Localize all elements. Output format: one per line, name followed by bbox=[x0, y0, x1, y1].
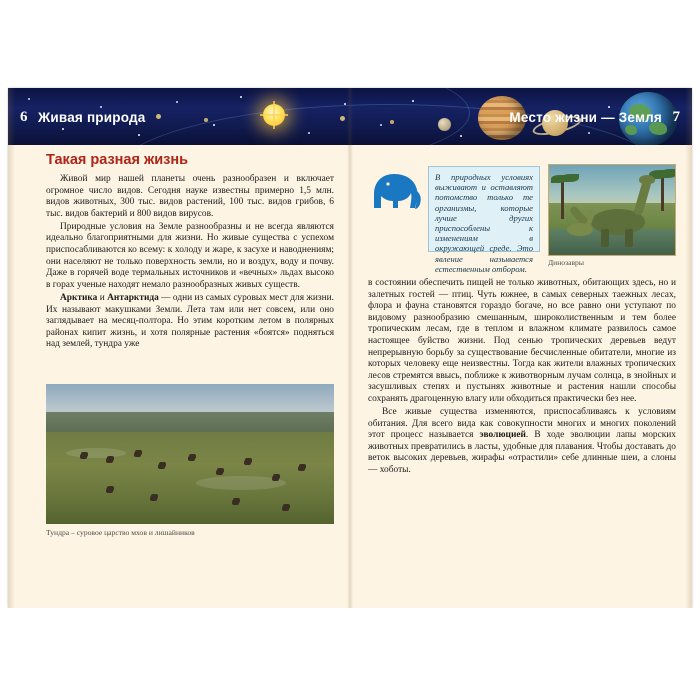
photo-tundra-field bbox=[46, 432, 334, 524]
reindeer-figure bbox=[244, 460, 251, 465]
paragraph-end: . В ходе эволюции лапы морских животных превратились в ласты, удобные для плавания. Чтобы доставать до веток высоких деревьев, жирафы «отрастили» себе длинные шеи, а слоны — хоботы. bbox=[368, 430, 676, 475]
page-top-margin bbox=[0, 0, 700, 88]
reindeer-figure bbox=[80, 454, 87, 459]
dinosaur-leg bbox=[625, 229, 633, 247]
reindeer-figure bbox=[232, 500, 239, 505]
reindeer-figure bbox=[150, 496, 157, 501]
reindeer-figure bbox=[106, 488, 113, 493]
paragraph: Природные условия на Земле разнообразны и не всегда являются идеально благоприятными для жизни. Но живые существа с успехом приспосабливаются ко всему: к холоду и жаре, к засухе и наводнениям; они населяют не только поверхность земли, но и воздух, воду и почву. Даже в горячей воде термальных источников и «вечных» льдах высоко в горах ученые находят немало разнообразных живых существ. bbox=[46, 221, 334, 290]
page-edge-left bbox=[8, 88, 15, 608]
planet-dot-icon bbox=[390, 120, 394, 124]
palm-leaf bbox=[561, 174, 579, 182]
palm-leaf bbox=[661, 169, 676, 178]
left-column-text bbox=[46, 174, 334, 352]
page-number-right: 7 bbox=[672, 109, 680, 125]
dinosaur-photo-caption: Динозавры bbox=[548, 258, 584, 267]
dinosaur-photo bbox=[548, 164, 676, 256]
running-head-right: Место жизни — Земля bbox=[509, 110, 662, 125]
book-spread bbox=[8, 88, 692, 608]
reindeer-figure bbox=[134, 452, 141, 457]
paragraph: в состоянии обеспечить пищей не только животных, обитающих здесь, но и залетных гостей — птиц. Чуть южнее, в самых северных таежных лесах, флора и фауна становятся гораздо богаче, но все равно они уступают по видовому разнообразию смешанным, широколиственным и тем более тропическим лесам, где в теплом и влажном климате развилось самое настоящее буйство жизни. Под сенью тропических деревьев ведут непрерывную борьбу за существование бесчисленные обитатели, многие из которых человеку еще неизвестны. Тогда как жители влажных тропических лесов стремятся ввысь, поближе к животворным лучам солнца, в знойных и засушливых степях и пустынях животные и растения нашли способы сохранять драгоценную влагу или обходиться практически без нее. bbox=[368, 278, 676, 404]
paragraph-start: Все живые существа изменяются, приспосабливаясь к условиям обитания. Для всего вида как совокупности многих и многих поколений этот процесс называется bbox=[368, 407, 676, 441]
paragraph: Живой мир нашей планеты очень разнообразен и включает огромное число видов. Сегодня науке известны примерно 1,5 млн. видов животных, 300 тыс. видов растений, 100 тыс. видов грибов, 6 тыс. видов бактерий и 800 видов вирусов. bbox=[46, 174, 334, 219]
reindeer-figure bbox=[158, 464, 165, 469]
star-icon bbox=[608, 106, 610, 108]
reindeer-figure bbox=[282, 506, 289, 511]
reindeer-figure bbox=[272, 476, 279, 481]
dinosaur-head bbox=[639, 175, 655, 184]
sun-ray bbox=[273, 101, 275, 129]
earth-landmass bbox=[625, 125, 637, 135]
paragraph bbox=[368, 407, 676, 477]
planet-dot-icon bbox=[204, 118, 208, 122]
right-column-text bbox=[368, 278, 676, 478]
fact-box: В природных условиях выживают и оставляют потомство только те организмы, которые лучше других приспособлены к изменениям в окружающей среде. Это явление называется естественным отбором. bbox=[428, 166, 540, 252]
page-title: Такая разная жизнь bbox=[46, 152, 189, 168]
tundra-photo bbox=[46, 384, 334, 524]
term-evolution: эволюцией bbox=[479, 430, 526, 441]
planet-dot-icon bbox=[340, 116, 345, 121]
page-bottom-margin bbox=[0, 608, 700, 700]
elephant-icon bbox=[368, 168, 426, 212]
dinosaur-leg bbox=[601, 229, 609, 247]
reindeer-figure bbox=[188, 456, 195, 461]
term-arctic: Арктика bbox=[60, 292, 98, 303]
page-edge-right bbox=[685, 88, 692, 608]
palm-tree bbox=[661, 175, 664, 211]
reindeer-figure bbox=[216, 470, 223, 475]
book-gutter bbox=[347, 88, 353, 608]
paragraph-rest: — одни из самых суровых мест для жизни. Их называют макушками Земли. Лета там или нет совсем, или оно заглядывает на месяц-полтора. Но этим коротким летом в полярных районах кипит жизнь, и хотя полярные растения «боятся» подняться над землей, тундра уже bbox=[46, 292, 334, 350]
page-number-left: 6 bbox=[20, 109, 28, 125]
reindeer-figure bbox=[298, 466, 305, 471]
planet-dot-icon bbox=[156, 114, 161, 119]
term-antarctic: Антарктида bbox=[107, 292, 159, 303]
palm-tree bbox=[561, 179, 564, 219]
photo-light-patch bbox=[66, 448, 126, 458]
dinosaur-head-small bbox=[587, 210, 596, 216]
running-head-left: Живая природа bbox=[38, 110, 146, 125]
reindeer-figure bbox=[106, 458, 113, 463]
tundra-photo-caption: Тундра – суровое царство мхов и лишайников bbox=[46, 528, 195, 537]
planet-small-icon bbox=[438, 118, 451, 131]
paragraph: Арктика и Антарктида — одни из самых суровых мест для жизни. Их называют макушками Земли. Лета там или нет совсем, или оно заглядывает на месяц-полтора. Но этим коротким летом в полярных районах кипит жизнь, и хотя полярные растения «боятся» подняться над землей, тундра уже bbox=[46, 292, 334, 350]
